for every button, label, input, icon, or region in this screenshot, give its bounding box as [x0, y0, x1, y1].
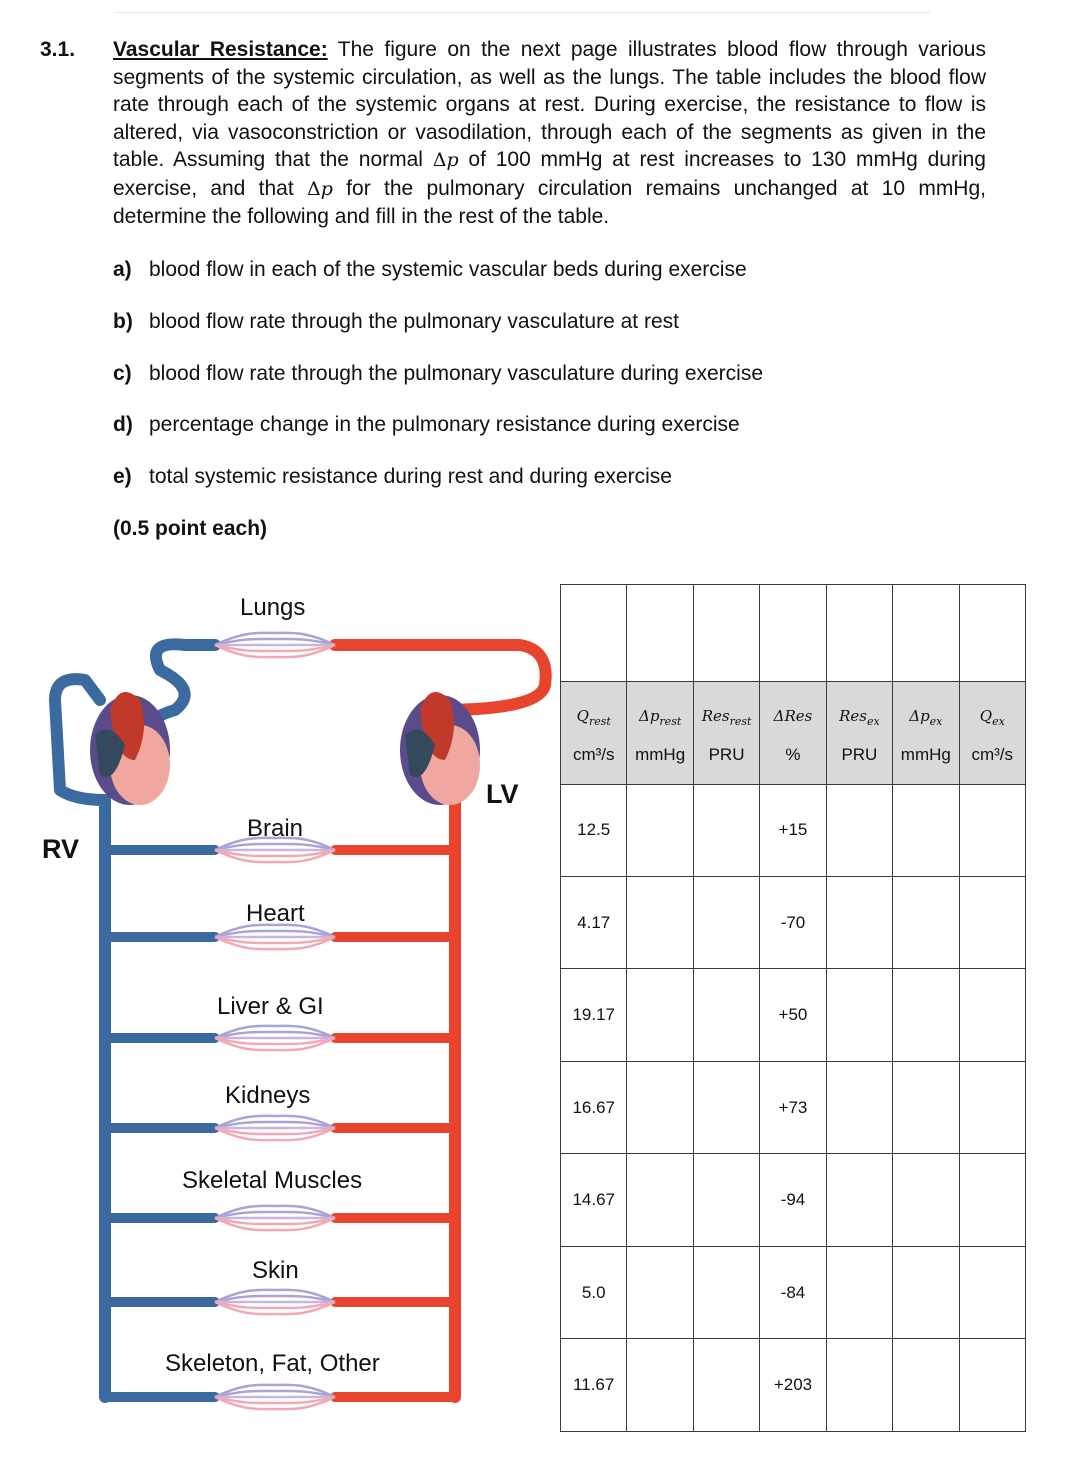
- organ-label: Liver & GI: [217, 993, 324, 1020]
- table-row: [561, 1154, 1026, 1246]
- delta-res-cell: +50: [760, 969, 826, 1061]
- header-cell: $Q_{ex}$: [959, 681, 1025, 731]
- q-rest-cell: 19.17: [561, 969, 627, 1061]
- task-item: a) blood flow in each of the systemic vascular beds during exercise: [113, 258, 747, 281]
- organ-label: Kidneys: [225, 1082, 311, 1109]
- table-row: [561, 1246, 1026, 1338]
- table-row: [561, 969, 1026, 1061]
- unit-cell: PRU: [826, 732, 892, 784]
- capillary-bed: [215, 1206, 335, 1230]
- delta-res-cell: -84: [760, 1246, 826, 1338]
- capillary-bed: [215, 1116, 335, 1140]
- lungs-label: Lungs: [240, 594, 306, 621]
- capillary-bed: [215, 1026, 335, 1050]
- capillary-beds: [215, 633, 335, 1409]
- task-item: d) percentage change in the pulmonary resistance during exercise: [113, 413, 740, 437]
- resistance-table: [560, 584, 1026, 1432]
- header-cell: $\Delta p_{rest}$: [627, 681, 693, 731]
- problem-title: Vascular Resistance:: [113, 38, 328, 61]
- delta-res-cell: +203: [760, 1339, 826, 1432]
- header-cell: $\Delta p_{ex}$: [893, 681, 959, 731]
- capillary-bed: [215, 925, 335, 949]
- task-item: e) total systemic resistance during rest and during exercise: [113, 465, 672, 489]
- delta-res-cell: -94: [760, 1154, 826, 1246]
- organ-label: Skin: [252, 1257, 299, 1284]
- q-rest-cell: 16.67: [561, 1061, 627, 1153]
- q-rest-cell: 11.67: [561, 1339, 627, 1432]
- q-rest-cell: 14.67: [561, 1154, 627, 1246]
- delta-res-cell: +15: [760, 784, 826, 876]
- delta-res-cell: -70: [760, 876, 826, 968]
- table-row: [561, 876, 1026, 968]
- unit-cell: %: [760, 732, 826, 784]
- problem-statement: Vascular Resistance: The figure on the next page illustrates blood flow through various segments of the systemic circulation, as well as the lungs. The table includes the blood flow rate through each of the systemic organs at rest. During exercise, the resistance to flow is altered, via vasoconstriction or vasodilation, through each of the segments as given in the table. Assuming that the normal Δp of 100 mmHg at rest increases to 130 mmHg during exercise, and that Δp for the pulmonary circulation remains unchanged at 10 mmHg, determine the following and fill in the rest of the table.: [113, 38, 986, 228]
- table-row: [561, 784, 1026, 876]
- q-rest-cell: 4.17: [561, 876, 627, 968]
- delta-res-cell: +73: [760, 1061, 826, 1153]
- table-header-units: [561, 732, 1026, 784]
- table-row: [561, 1061, 1026, 1153]
- task-list: [113, 258, 763, 517]
- capillary-bed: [215, 1290, 335, 1314]
- table-row: [561, 1339, 1026, 1432]
- unit-cell: cm³/s: [561, 732, 627, 784]
- top-rule: [115, 12, 930, 13]
- lv-label: LV: [486, 779, 519, 809]
- organ-label: Skeletal Muscles: [182, 1167, 363, 1194]
- points-note: (0.5 point each): [113, 517, 268, 540]
- capillary-bed: [215, 1385, 335, 1409]
- organ-label: Heart: [246, 900, 305, 927]
- unit-cell: mmHg: [893, 732, 959, 784]
- unit-cell: PRU: [693, 732, 759, 784]
- header-cell: Res$_{ex}$: [826, 681, 892, 731]
- table-header-symbols: [561, 681, 1026, 731]
- header-cell: Res$_{rest}$: [693, 681, 759, 731]
- table-row: [561, 585, 1026, 682]
- q-rest-cell: 5.0: [561, 1246, 627, 1338]
- organ-label: Skeleton, Fat, Other: [165, 1350, 380, 1377]
- q-rest-cell: 12.5: [561, 784, 627, 876]
- unit-cell: mmHg: [627, 732, 693, 784]
- unit-cell: cm³/s: [959, 732, 1025, 784]
- header-cell: ΔRes: [760, 681, 826, 731]
- header-cell: $Q_{rest}$: [561, 681, 627, 731]
- rv-label: RV: [42, 834, 80, 864]
- organ-label: Brain: [247, 815, 304, 842]
- right-heart-icon: [90, 692, 170, 805]
- task-item: c) blood flow rate through the pulmonary vasculature during exercise: [113, 361, 764, 385]
- task-item: b) blood flow rate through the pulmonary vasculature at rest: [113, 309, 679, 333]
- problem-number: 3.1.: [40, 38, 76, 61]
- capillary-bed: [215, 633, 335, 657]
